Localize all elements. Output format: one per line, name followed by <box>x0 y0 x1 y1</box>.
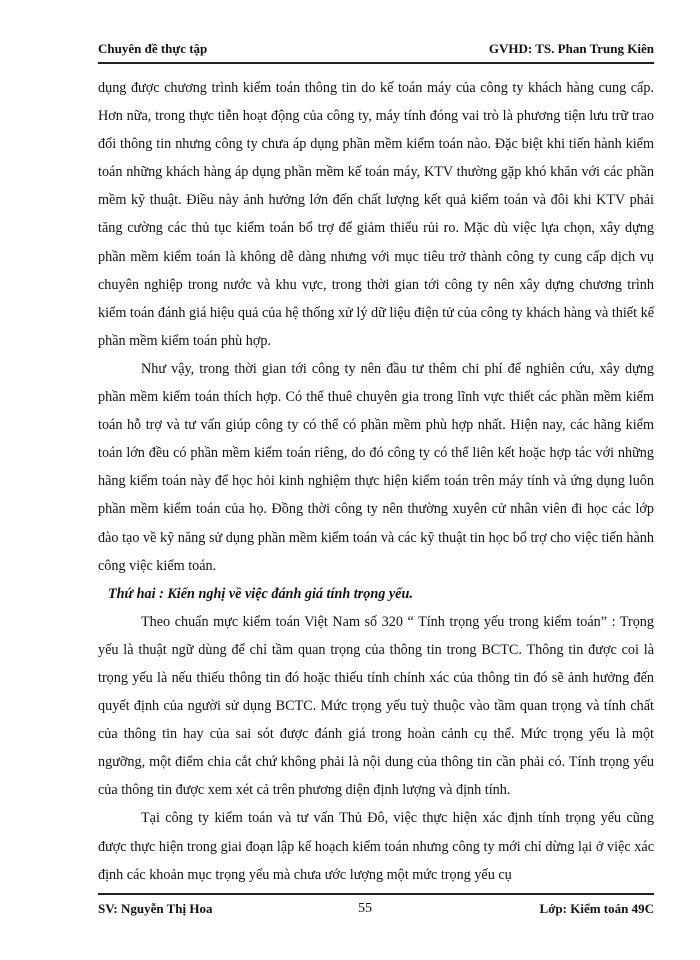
footer-student: SV: Nguyễn Thị Hoa <box>98 901 213 916</box>
header-advisor: GVHD: TS. Phan Trung Kiên <box>488 41 654 56</box>
document-body <box>98 74 654 889</box>
page-number: 55 <box>358 901 372 916</box>
footer-class: Lớp: Kiểm toán 49C <box>539 901 654 916</box>
paragraph: Như vậy, trong thời gian tới công ty nên đầu tư thêm chi phí để nghiên cứu, xây dựng phần mềm kiểm toán thích hợp. Có thể thuê chuyên gia trong lĩnh vực thiết các phần mềm kiểm toán hỗ trợ và tư vấn giúp công ty có thể có phần mềm phù hợp nhất. Hiện nay, các hãng kiểm toán lớn đều có phần mềm kiểm toán riêng, do đó công ty có thể liên kết hoặc hợp tác với những hãng kiểm toán này để học hỏi kinh nghiệm thực hiện kiểm toán trên máy tính và ứng dụng luôn phần mềm kiểm toán của họ. Đồng thời công ty nên thường xuyên cử nhân viên đi học các lớp đào tạo về kỹ năng sử dụng phần mềm kiểm toán và các kỹ thuật tin học bổ trợ cho việc tiến hành công việc kiểm toán. <box>98 360 654 574</box>
page-footer <box>98 893 654 919</box>
section-heading: Thứ hai : Kiến nghị về việc đánh giá tính trọng yếu. <box>108 585 413 602</box>
paragraph: Tại công ty kiểm toán và tư vấn Thủ Đô, việc thực hiện xác định tính trọng yếu cũng được thực hiện trong giai đoạn lập kế hoạch kiểm toán nhưng công ty mới chỉ dừng lại ở việc xác định các khoản mục trọng yếu mà chưa ước lượng một mức trọng yếu cụ <box>98 810 654 883</box>
page-header <box>98 40 654 64</box>
header-title: Chuyên đề thực tập <box>98 41 208 56</box>
paragraph: Theo chuẩn mực kiểm toán Việt Nam số 320 “ Tính trọng yếu trong kiểm toán” : Trọng yếu là thuật ngữ dùng để chỉ tầm quan trọng của thông tin trong BCTC. Thông tin được coi là trọng yếu là nếu thiếu thông tin đó hoặc thiếu tính chính xác của thông tin đó sẽ ảnh hưởng đến quyết định của người sử dụng BCTC. Mức trọng yếu tuỳ thuộc vào tầm quan trọng và tính chất của thông tin hay của sai sót được đánh giá trong hoàn cảnh cụ thể. Mức trọng yếu là một ngưỡng, một điểm chia cắt chứ không phải là nội dung của thông tin cần phải có. Tính trọng yếu của thông tin được xem xét cả trên phương diện định lượng và định tính. <box>98 613 654 799</box>
paragraph: dụng được chương trình kiểm toán thông tin do kế toán máy của công ty khách hàng cung cấp. Hơn nữa, trong thực tiễn hoạt động của công ty, máy tính đóng vai trò là phương tiện lưu trữ trao đổi thông tin nhưng công ty chưa áp dụng phần mềm kiểm toán nào. Đặc biệt khi tiến hành kiểm toán những khách hàng áp dụng phần mềm kế toán máy, KTV thường gặp khó khăn với các phần mềm kỹ thuật. Điều này ảnh hưởng lớn đến chất lượng kết quả kiểm toán và đôi khi KTV phải tăng cường các thủ tục kiểm toán bổ trợ để giảm thiểu rủi ro. Mặc dù việc lựa chọn, xây dựng phần mềm kiểm toán là không dễ dàng nhưng với mục tiêu trở thành công ty cung cấp dịch vụ chuyên nghiệp trong nước và khu vực, trong thời gian tới công ty nên xây dựng chương trình kiểm toán đánh giá hiệu quả của hệ thống xử lý dữ liệu điện tử của công ty khách hàng và thiết kế phần mềm kiểm toán phù hợp. <box>98 80 654 349</box>
